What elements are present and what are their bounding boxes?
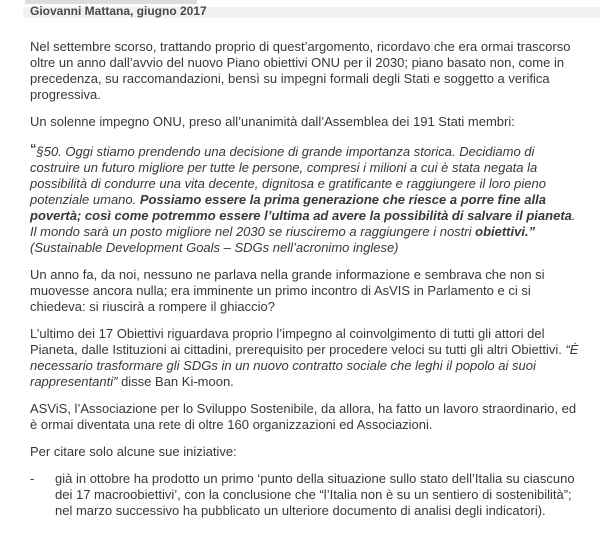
byline: Giovanni Mattana, giugno 2017	[30, 4, 207, 18]
paragraph-initiatives-lead: Per citare solo alcune sue iniziative:	[30, 444, 237, 459]
bullet-marker: -	[30, 471, 35, 486]
paragraph-un-pledge-lead: Un solenne impegno ONU, preso all’unanimità dall’Assemblea dei 191 Stati membri:	[30, 114, 515, 129]
bullet-text: già in ottobre ha prodotto un primo ‘punto della situazione sullo stato dell’Italia su ciascuno dei 17 macroobiettivi’, con la conclusione che “l’Italia non è su un sentiero di sostenibilità”; nel marzo successivo ha pubblicato un ulteriore documento di analisi degli indicatori).	[55, 471, 575, 518]
bullet-list-item	[30, 471, 581, 519]
document-body	[30, 39, 581, 530]
quote-paragraph-sdg: “§50. Oggi stiamo prendendo una decisione di grande importanza storica. Decidiamo di costruire un futuro migliore per tutte le persone, compresi i milioni a cui è stata negata la possibilità di condurre una vita decente, dignitosa e gratificante e raggiungere il loro pieno potenziale umano. Possiamo essere la prima generazione che riesce a porre fine alla povertà; così come potremmo essere l’ultima ad avere la possibilità di salvare il pianeta. Il mondo sarà un posto migliore nel 2030 se riusciremo a raggiungere i nostri obiettivi.” (Sustainable Development Goals – SDGs nell’acronimo inglese)	[30, 141, 576, 255]
paragraph-asvis: ASViS, l’Associazione per lo Sviluppo Sostenibile, da allora, ha fatto un lavoro straordinario, ed è ormai diventata una rete di oltre 160 organizzazioni ed Associazioni.	[30, 401, 577, 432]
paragraph-intro: Nel settembre scorso, trattando proprio di quest’argomento, ricordavo che era ormai trascorso oltre un anno dall’avvio del nuovo Piano obiettivi ONU per il 2030; piano basato non, come in precedenza, su raccomandazioni, bensì su impegni formali degli Stati e soggetto a verifica progressiva.	[30, 39, 571, 102]
paragraph-goal-17: L’ultimo dei 17 Obiettivi riguardava proprio l’impegno al coinvolgimento di tutti gli attori del Pianeta, dalle Istituzioni ai cittadini, prerequisito per procedere veloci su tutti gli altri Obiettivi. “È necessario trasformare gli SDGs in un nuovo contratto sociale che leghi il popolo ai suoi rappresentanti” disse Ban Ki-moon.	[30, 326, 579, 389]
paragraph-one-year-ago: Un anno fa, da noi, nessuno ne parlava nella grande informazione e sembrava che non si muovesse ancora nulla; era imminente un primo incontro di AsVIS in Parlamento e ci si chiedeva: si riuscirà a rompere il ghiaccio?	[30, 267, 545, 314]
